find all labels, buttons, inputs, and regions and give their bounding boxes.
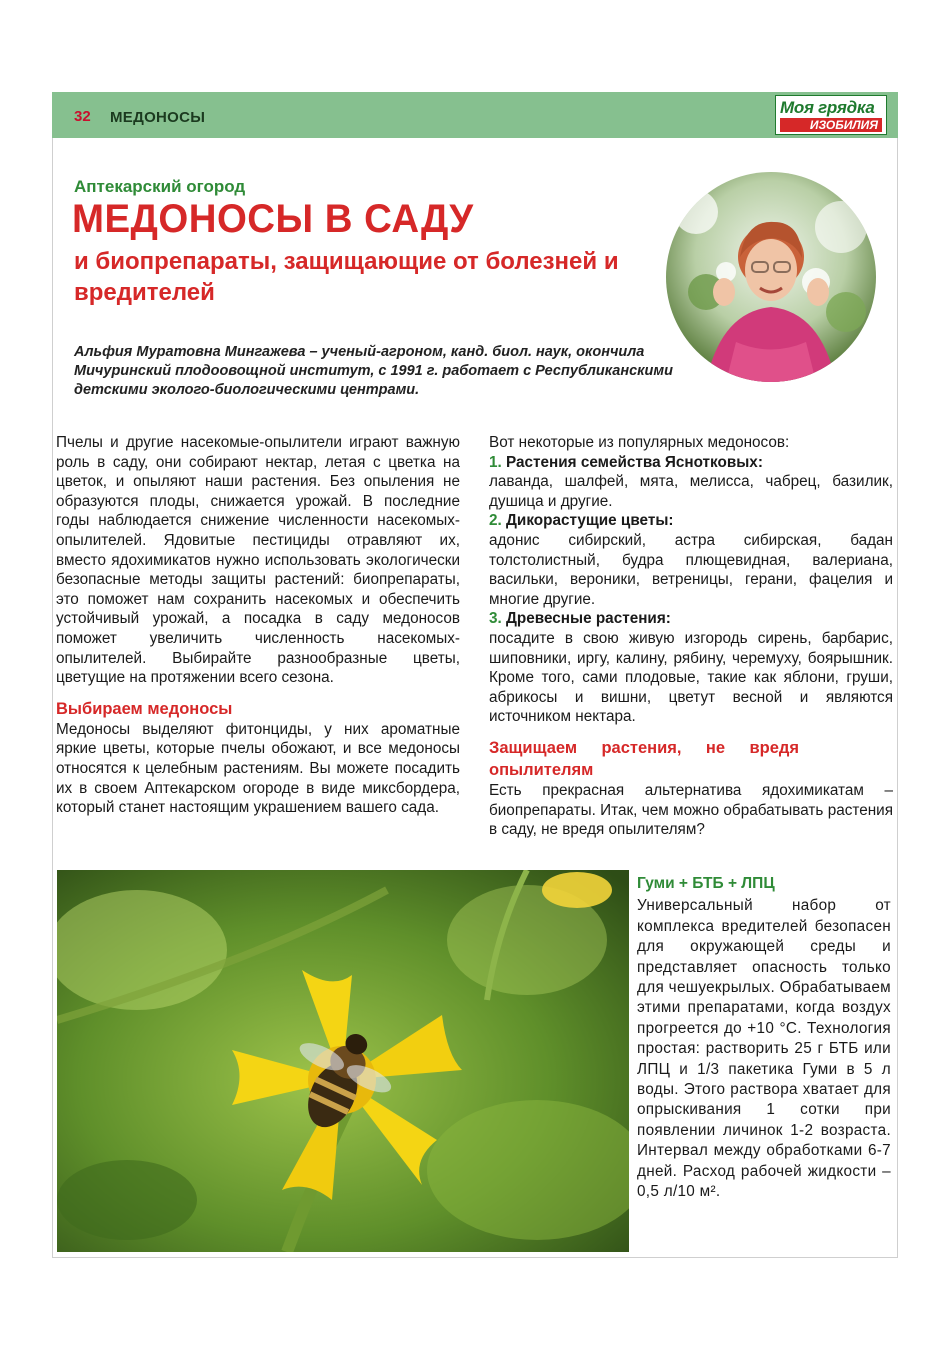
section-title: МЕДОНОСЫ [110, 109, 206, 126]
list-item-1-title [489, 453, 893, 473]
remedy-heading: Гуми + БТБ + ЛПЦ [637, 875, 775, 892]
list-intro: Вот некоторые из популярных медоносов: [489, 434, 790, 451]
author-portrait-photo [666, 172, 876, 382]
list-item-2-number: 2. [489, 512, 502, 530]
list-item-2-text: адонис сибирский, астра сибирская, бадан толстолистный, будра плющевидная, валериана, васильки, вероники, ветреницы, герани, фацелия и многие другие. [489, 531, 893, 608]
remedy-text: Универсальный набор от комплекса вредителей безопасен для окружающей среды и представляет опасность только для чешуекрылых. Обрабатываем этими препаратами, когда воздух прогреется до +10 °С. Технология простая: растворить 25 г БТБ или ЛПЦ и 1/3 пакетика Гуми в 5 л воды. Этого раствора хватает для опрыскивания 1 сотки при появлении личинок 1-2 возраста. Интервал между обработками 6-7 дней. Расход рабочей жидкости – 0,5 л/10 м². [637, 897, 891, 1201]
bee-on-flower-photo [57, 870, 629, 1252]
article-kicker: Аптекарский огород [74, 177, 246, 196]
list-item-1-heading: Растения семейства Яснотковых: [506, 453, 763, 471]
left-column [56, 433, 460, 818]
heading-protect-plants: Защищаем растения, не вредя опылителям [489, 738, 799, 779]
portrait-illustration [666, 172, 876, 382]
list-item-2-title [489, 511, 893, 531]
magazine-logo [775, 95, 887, 135]
heading-choose-plants: Выбираем медоносы [56, 699, 233, 718]
logo-line-2: ИЗОБИЛИЯ [809, 118, 878, 132]
choose-plants-paragraph: Медоносы выделяют фитонциды, у них ароматные яркие цветы, которые пчелы обожают, и все медоносы относятся к целебным растениям. Вы можете посадить их в своем Аптекарском огороде в виде миксбордера, который станет настоящим украшением вашего сада. [56, 720, 460, 817]
list-item-3-number: 3. [489, 610, 502, 628]
logo-line-2-bg [780, 118, 882, 132]
logo-line-1: Моя грядка [780, 98, 875, 117]
protect-plants-paragraph: Есть прекрасная альтернатива ядохимикатам – биопрепараты. Итак, чем можно обрабатывать растения в саду, не вредя опылителям? [489, 781, 893, 839]
list-item-2-heading: Дикорастущие цветы: [506, 512, 674, 530]
bee-flower-illustration [57, 870, 629, 1252]
page-number: 32 [74, 108, 91, 125]
list-item-1-number: 1. [489, 453, 502, 471]
list-item-1-text: лаванда, шалфей, мята, мелисса, чабрец, базилик, душица и другие. [489, 473, 893, 510]
right-column [489, 433, 893, 840]
intro-paragraph: Пчелы и другие насекомые-опылители играют важную роль в саду, они собирают нектар, летая с цветка на цветок, и опыляют наши растения. Без опыления не образуются плоды, снижается урожай. В последние годы наблюдается снижение численности насекомых-опылителей. Ядовитые пестициды отравляют их, вместо ядохимикатов нужно использовать экологически безопасные методы защиты растений: биопрепараты, это поможет нам сохранить насекомых и обеспечить устойчивый урожай, а посадка в саду медоносов поможет увеличить численность насекомых-опылителей. Выбирайте разнообразные цветы, цветущие на протяжении всего сезона. [56, 434, 460, 687]
list-item-3-title [489, 609, 893, 629]
sidebar-remedy [637, 874, 891, 1203]
article-title: МЕДОНОСЫ В САДУ [72, 197, 474, 241]
article-subtitle: и биопрепараты, защищающие от болезней и вредителей [74, 248, 619, 306]
list-item-3-heading: Древесные растения: [506, 610, 671, 628]
list-item-3-text: посадите в свою живую изгородь сирень, барбарис, шиповники, иргу, калину, рябину, черемуху, боярышник. Кроме того, сами плодовые, такие как яблони, груши, абрикосы и вишни, цветут весной и являются источником нектара. [489, 629, 893, 726]
author-bio: Альфия Муратовна Мингажева – ученый-агроном, канд. биол. наук, окончила Мичуринский плодоовощной институт, с 1991 г. работает с Республиканскими детскими эколого-биологическими центрами. [74, 344, 673, 398]
